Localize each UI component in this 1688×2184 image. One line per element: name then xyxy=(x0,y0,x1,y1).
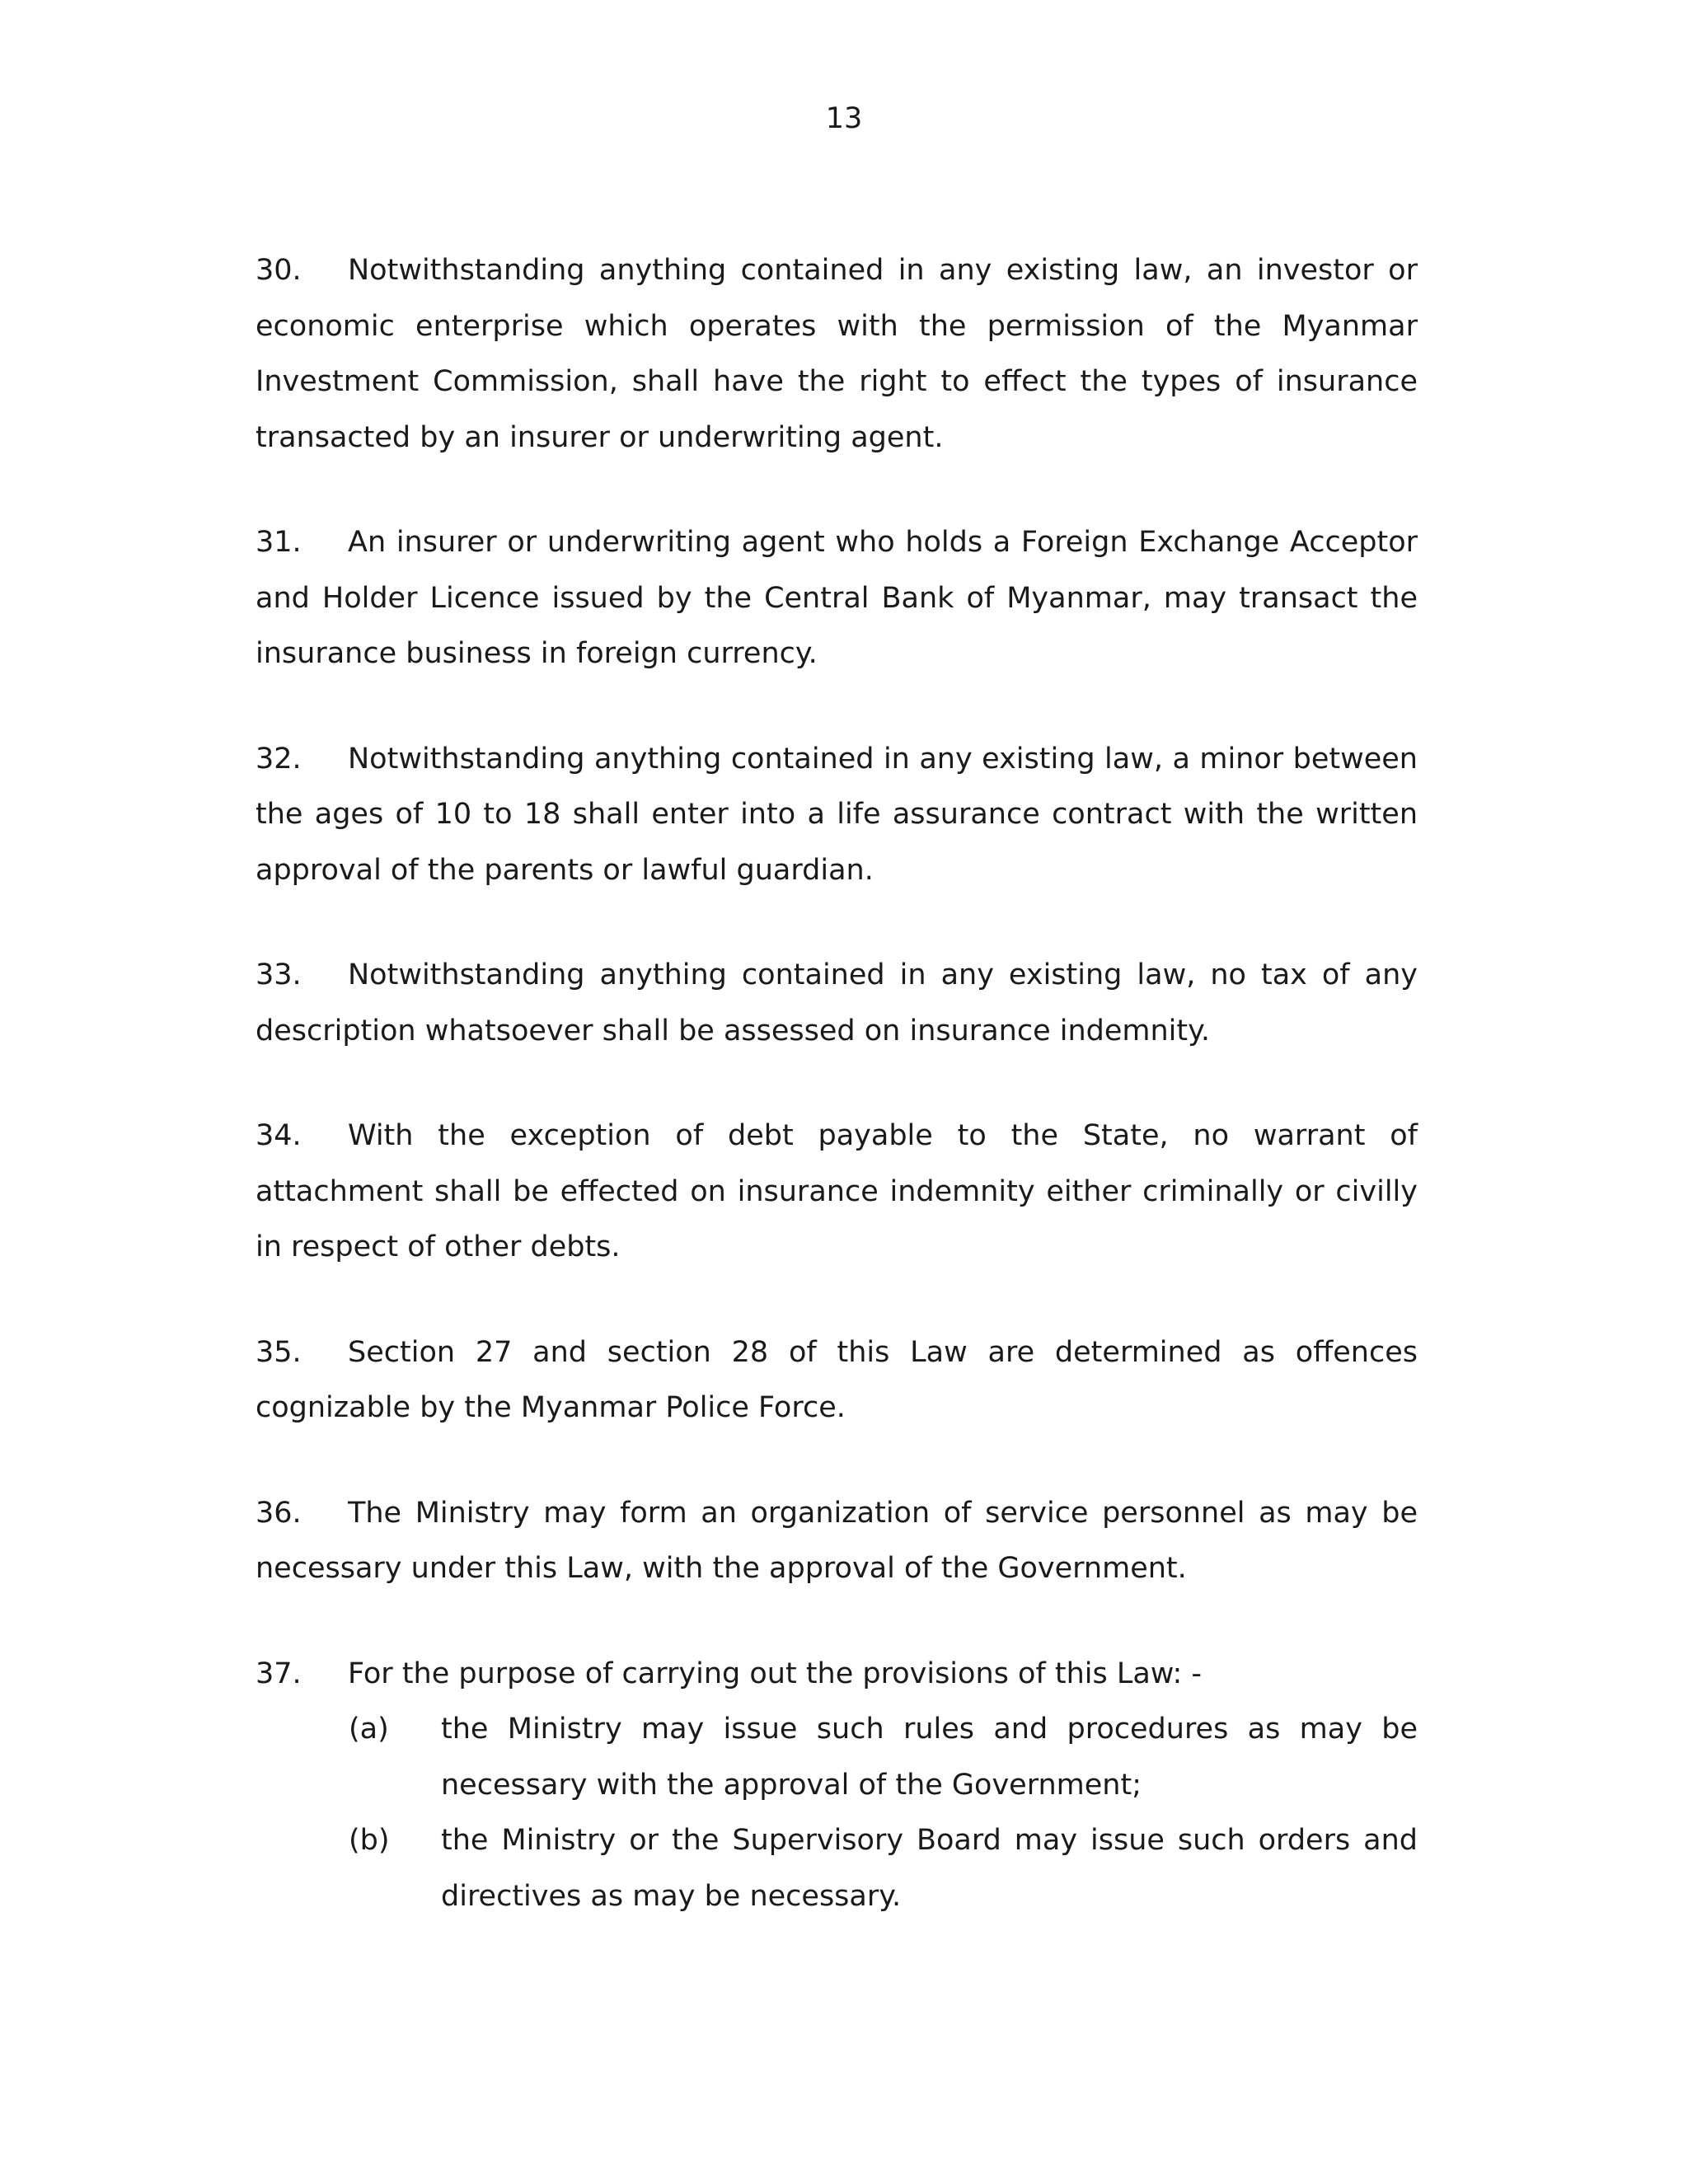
subitem-label: (a) xyxy=(349,1713,389,1746)
section-number: 32. xyxy=(256,742,302,776)
subitem-label: (b) xyxy=(349,1824,390,1857)
section-text: Notwithstanding anything contained in any existing law, a minor between the ages of 10 to 18 shall enter into a life assurance contract with the written approval of the parents or lawful guardian. xyxy=(256,742,1418,887)
section-number: 37. xyxy=(256,1657,302,1690)
subitem-text: the Ministry may issue such rules and procedures as may be necessary with the approval of the Government; xyxy=(441,1713,1418,1802)
section-text: Notwithstanding anything contained in any existing law, an investor or economic enterprise which operates with the permission of the Myanmar Investment Commission, shall have the right to effect the types of insurance transacted by an insurer or underwriting agent. xyxy=(256,254,1418,454)
section-number: 33. xyxy=(256,958,302,991)
section-35 xyxy=(256,1325,1418,1436)
section-text: With the exception of debt payable to the State, no warrant of attachment shall be effected on insurance indemnity either criminally or civilly in respect of other debts. xyxy=(256,1119,1418,1263)
subitem-text: the Ministry or the Supervisory Board may issue such orders and directives as may be necessary. xyxy=(441,1824,1418,1913)
section-text: An insurer or underwriting agent who holds a Foreign Exchange Acceptor and Holder Licence issued by the Central Bank of Myanmar, may transact the insurance business in foreign currency. xyxy=(256,526,1418,670)
section-32 xyxy=(256,732,1418,899)
section-33 xyxy=(256,948,1418,1059)
section-30 xyxy=(256,243,1418,466)
section-text: For the purpose of carrying out the provisions of this Law: - xyxy=(348,1657,1203,1690)
section-36 xyxy=(256,1486,1418,1597)
section-text: Section 27 and section 28 of this Law are determined as offences cognizable by the Myanmar Police Force. xyxy=(256,1335,1418,1424)
section-number: 30. xyxy=(256,254,302,287)
section-number: 31. xyxy=(256,526,302,559)
section-number: 34. xyxy=(256,1119,302,1152)
section-31 xyxy=(256,515,1418,682)
section-number: 35. xyxy=(256,1335,302,1369)
subitem-b xyxy=(349,1813,1418,1924)
section-number: 36. xyxy=(256,1496,302,1530)
section-37 xyxy=(256,1647,1418,1703)
subitem-a xyxy=(349,1702,1418,1813)
section-34 xyxy=(256,1108,1418,1276)
document-body xyxy=(256,243,1418,1924)
section-text: The Ministry may form an organization of service personnel as may be necessary under this Law, with the approval of the Government. xyxy=(256,1496,1418,1585)
page-number: 13 xyxy=(825,102,863,135)
section-text: Notwithstanding anything contained in any existing law, no tax of any description whatsoever shall be assessed on insurance indemnity. xyxy=(256,958,1418,1047)
